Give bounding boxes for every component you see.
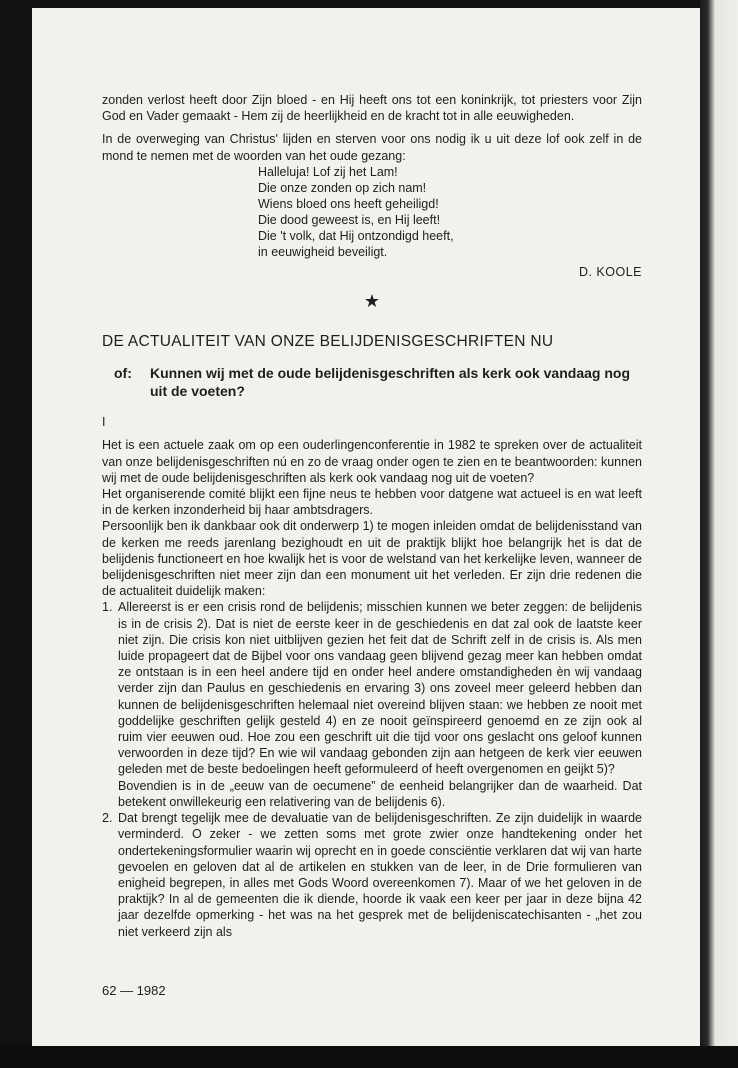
list-item — [102, 810, 642, 940]
subtitle-text: Kunnen wij met de oude belijdenisgeschriften als kerk ook vandaag nog uit de voeten? — [150, 365, 630, 400]
hymn-verse — [258, 164, 642, 260]
list-item-number: 2. — [102, 811, 113, 826]
hymn-line: Die dood geweest is, en Hij leeft! — [258, 212, 441, 227]
hymn-line: in eeuwigheid beveiligt. — [258, 244, 388, 259]
hymn-line: Die 't volk, dat Hij ontzondigd heeft, — [258, 228, 454, 243]
list-item — [102, 599, 642, 810]
intro-paragraph: In de overweging van Christus' lijden en sterven voor ons nodig ik u uit deze lof ook zelf in de mond te nemen met de woorden van het oude gezang: — [102, 132, 642, 163]
adjacent-page-edge — [700, 0, 738, 1068]
section-numeral: I — [102, 415, 106, 430]
list-item-text: Allereerst is er een crisis rond de belijdenis; misschien kunnen we beter zeggen: de belijdenis is in de crisis 2). Dat is niet de eerste keer in de geschiedenis en dat zal ook de laatste keer niet zijn. Die crisis kon niet uitblijven gezien het feit dat de Schrift zelf in de crisis is. Als men luide propageert dat de Bijbel voor ons vandaag geen blijvend gezag meer kan hebben omdat ze ontstaan is in een heel andere tijd en onder heel andere omstandigheden èn wij vandaag verder zijn dan Paulus en geschiedenis en ervaring 3) ons zoveel meer geleerd hebben dan kunnen de belijdenisgeschriften helemaal niet overeind blijven staan: we hebben ze nooit met goddelijke geschriften gelijk gesteld 4) en ze nooit geïnspireerd genoemd en ze zijn ook al ruim vier eeuwen oud. Hoe zou een geschrift uit die tijd voor ons geslacht ons geloof kunnen verwoorden in deze tijd? En wie wil vandaag gebonden zijn aan hetgeen de kerk vier eeuwen geleden met de beste bedoelingen heeft geformuleerd of heeft overgenomen en geijkt 5)? — [118, 600, 642, 777]
author-signature: D. KOOLE — [578, 264, 642, 279]
section-star-divider: ★ — [363, 291, 381, 312]
list-item-body — [118, 599, 642, 810]
body-paragraph: Het organiserende comité blijkt een fijne neus te hebben voor datgene wat actueel is en wat leeft in de kerken inzonderheid bij haar ambtsdragers. — [102, 487, 642, 518]
body-paragraph: Het is een actuele zaak om op een ouderlingenconferentie in 1982 te spreken over de actualiteit van onze belijdenisgeschriften nú en zo de vraag onder ogen te zien en te beantwoorden: kunnen wij met de oude belijdenisgeschriften als kerk ook vandaag nog uit de voeten? — [102, 438, 642, 485]
page-number: 62 — 1982 — [102, 983, 166, 998]
reasons-list — [102, 599, 642, 939]
list-item-text: Dat brengt tegelijk mee de devaluatie van de belijdenisgeschriften. Ze zijn duidelijk in waarde verminderd. O zeker - we zetten soms met grote zwier onze handtekening onder het ondertekeningsformulier waarin wij oprecht en in goede consciëntie verklaren dat wij van harte gevoelen en geloven dat al de artikelen en stukken van de leer, in de Drie formulieren van enigheid begrepen, in alles met Gods Woord overeenkomen 7). Maar of we het geloven in de praktijk? In al de gemeenten die ik diende, hoorde ik vaak een keer per jaar in deze bijna 42 jaar dezelfde opmerking - het was na het gesprek met de belijdeniscatechisanten - „het zou niet verkeerd zijn als — [118, 811, 642, 939]
subtitle-label: of: — [114, 365, 132, 382]
body-paragraph: Persoonlijk ben ik dankbaar ook dit onderwerp 1) te mogen inleiden omdat de belijdenisstand van de kerken me reeds jarenlang bezighoudt en uit de praktijk blijkt hoe belangrijk het is dat de belijdenis functioneert en hoe kwalijk het is voor de welstand van het kerkelijke leven, wanneer de belijdenisgeschriften niet meer zijn dan een monument uit het verleden. Er zijn drie redenen die de actualiteit duidelijk maken: — [102, 519, 642, 599]
list-item-text: Bovendien is in de „eeuw van de oecumene” de eenheid belangrijker dan de waarheid. Dat betekent onwillekeurig een relativering van de belijdenis 6). — [118, 778, 642, 809]
hymn-line: Halleluja! Lof zij het Lam! — [258, 164, 398, 179]
list-item-body — [118, 810, 642, 940]
page-content — [102, 92, 642, 940]
hymn-line: Die onze zonden op zich nam! — [258, 180, 427, 195]
intro-paragraph: zonden verlost heeft door Zijn bloed - en Hij heeft ons tot een koninkrijk, tot priesters voor Zijn God en Vader gemaakt - Hem zij de heerlijkheid en de kracht tot in alle eeuwigheden. — [102, 93, 642, 124]
article-subtitle — [102, 364, 642, 400]
list-item-number: 1. — [102, 600, 113, 615]
scan-bottom-edge — [0, 1046, 738, 1068]
hymn-line: Wiens bloed ons heeft geheiligd! — [258, 196, 439, 211]
article-title: DE ACTUALITEIT VAN ONZE BELIJDENISGESCHRIFTEN NU — [102, 333, 554, 351]
